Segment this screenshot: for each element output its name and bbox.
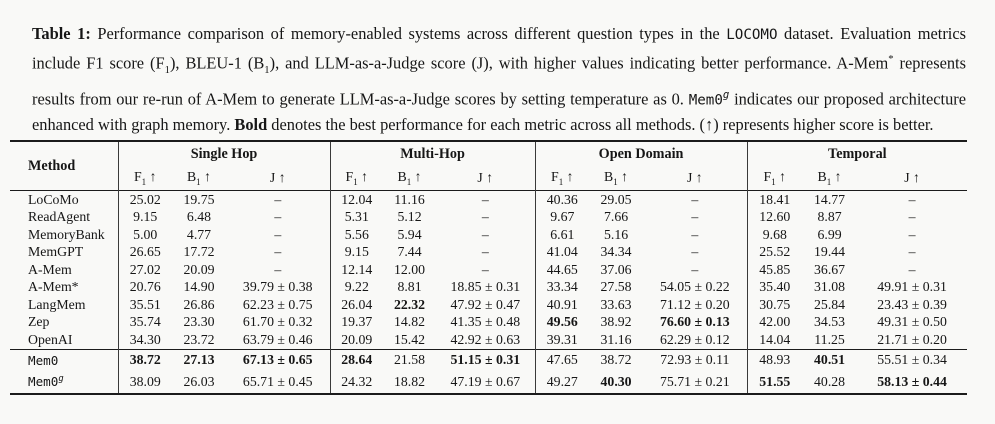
table-cell: 38.92 bbox=[600, 314, 632, 330]
table-cell: 18.82 bbox=[394, 373, 426, 389]
caption-segment: ), and LLM-as-a-Judge score (J), with higher values indicating better performance. A-Mem bbox=[269, 53, 889, 73]
caption-segment: dataset. Evaluation metrics include F1 score (F bbox=[32, 24, 966, 73]
table-cell: 35.51 bbox=[118, 296, 172, 314]
table-cell: 25.52 bbox=[747, 244, 802, 262]
table-cell: 27.02 bbox=[118, 261, 172, 279]
table-cell: 49.31 ± 0.50 bbox=[877, 314, 947, 330]
caption-segment: Performance comparison of memory-enabled systems across different question types in the bbox=[90, 24, 727, 44]
table-cell: 62.23 ± 0.75 bbox=[242, 296, 313, 312]
table-cell: 39.79 ± 0.38 bbox=[242, 279, 313, 295]
table-cell: 40.28 bbox=[814, 373, 846, 389]
group-header-temporal: Temporal bbox=[747, 141, 967, 166]
table-cell: 33.34 bbox=[535, 279, 589, 297]
table-cell: – bbox=[908, 209, 916, 225]
table-cell: 5.31 bbox=[330, 209, 383, 227]
table-row bbox=[10, 279, 967, 297]
caption-segment: indicates our proposed architecture enhanced with graph memory. bbox=[32, 89, 966, 135]
column-header-b1-group3: $B_1$ ↑ bbox=[817, 169, 842, 187]
table-cell: 8.81 bbox=[397, 279, 422, 295]
table-cell: 54.05 ± 0.22 bbox=[659, 279, 730, 295]
table-cell: – bbox=[691, 244, 699, 260]
table-cell: 27.58 bbox=[600, 279, 632, 295]
table-cell: 48.93 bbox=[747, 349, 802, 371]
table-cell: 72.93 ± 0.11 bbox=[660, 352, 730, 368]
table-cell: 5.94 bbox=[397, 226, 422, 242]
table-cell: 29.05 bbox=[600, 191, 632, 207]
caption-segment: Mem0 bbox=[688, 92, 723, 109]
results-table bbox=[10, 140, 967, 395]
table-cell: 25.02 bbox=[118, 191, 172, 209]
table-cell: – bbox=[481, 261, 489, 277]
table-cell: 7.66 bbox=[603, 209, 629, 225]
table-cell: 45.85 bbox=[747, 261, 802, 279]
table-cell: 71.12 ± 0.20 bbox=[659, 296, 730, 312]
caption-segment: ), BLEU-1 (B bbox=[169, 53, 265, 73]
column-header-j-group3: J ↑ bbox=[904, 170, 920, 185]
method-name: MemGPT bbox=[28, 244, 84, 260]
table-cell: 9.22 bbox=[330, 279, 383, 297]
table-cell: 28.64 bbox=[330, 349, 383, 371]
column-header-f1-group2: $F_1$ ↑ bbox=[535, 166, 589, 191]
table-cell: – bbox=[274, 244, 282, 260]
table-cell: 5.00 bbox=[118, 226, 172, 244]
table-cell: 63.79 ± 0.46 bbox=[242, 331, 313, 347]
method-name: A-Mem* bbox=[28, 279, 79, 295]
table-cell: – bbox=[274, 226, 282, 242]
metric-header-row bbox=[10, 166, 967, 191]
column-header-f1-group3: $F_1$ ↑ bbox=[747, 166, 802, 191]
table-cell: – bbox=[691, 261, 699, 277]
group-header-single-hop: Single Hop bbox=[118, 141, 330, 166]
table-cell: 49.27 bbox=[535, 371, 589, 394]
table-cell: 35.40 bbox=[747, 279, 802, 297]
table-cell: – bbox=[691, 191, 699, 207]
table-cell: 23.72 bbox=[183, 331, 215, 347]
table-cell: 8.87 bbox=[817, 209, 842, 225]
table-cell: 75.71 ± 0.21 bbox=[659, 373, 730, 389]
table-cell: 47.19 ± 0.67 bbox=[450, 373, 521, 389]
table-cell: 21.58 bbox=[394, 352, 426, 368]
table-cell: 40.36 bbox=[535, 191, 589, 209]
table-cell: 25.84 bbox=[814, 296, 846, 312]
column-header-j-group0: J ↑ bbox=[269, 170, 286, 185]
table-cell: 26.65 bbox=[118, 244, 172, 262]
table-cell: 41.35 ± 0.48 bbox=[450, 314, 521, 330]
table-row bbox=[10, 371, 967, 394]
column-header-b1-group2: $B_1$ ↑ bbox=[604, 169, 629, 187]
table-cell: 14.77 bbox=[814, 191, 846, 207]
table-cell: – bbox=[908, 226, 916, 242]
table-cell: 47.65 bbox=[535, 349, 589, 371]
table-cell: 11.16 bbox=[394, 191, 425, 207]
table-cell: 11.25 bbox=[814, 331, 845, 347]
table-cell: 34.53 bbox=[814, 314, 846, 330]
table-cell: 7.44 bbox=[397, 244, 422, 260]
method-name: Zep bbox=[28, 314, 50, 330]
table-cell: 6.99 bbox=[817, 226, 842, 242]
table-cell: 9.15 bbox=[330, 244, 383, 262]
table-cell: – bbox=[691, 209, 699, 225]
column-header-b1-group1: $B_1$ ↑ bbox=[397, 169, 422, 187]
group-header-row bbox=[10, 141, 967, 166]
table-cell: 23.30 bbox=[183, 314, 215, 330]
table-cell: 36.67 bbox=[814, 261, 846, 277]
method-name: OpenAI bbox=[28, 331, 73, 347]
table-caption bbox=[32, 22, 966, 138]
table-cell: 76.60 ± 0.13 bbox=[659, 314, 730, 330]
column-header-b1-group0: $B_1$ ↑ bbox=[186, 169, 212, 187]
table-cell: – bbox=[908, 244, 916, 260]
method-name: ReadAgent bbox=[28, 209, 91, 225]
method-name: LoCoMo bbox=[28, 191, 79, 207]
caption-segment: g bbox=[722, 88, 730, 102]
table-cell: 42.00 bbox=[747, 314, 802, 332]
table-cell: 35.74 bbox=[118, 314, 172, 332]
table-cell: – bbox=[481, 191, 489, 207]
table-cell: 31.16 bbox=[600, 331, 632, 347]
caption-segment: Table 1: bbox=[32, 24, 91, 44]
caption-segment: Bold bbox=[234, 115, 268, 135]
table-cell: 12.14 bbox=[330, 261, 383, 279]
table-cell: 65.71 ± 0.45 bbox=[242, 373, 313, 389]
results-table-container bbox=[10, 140, 967, 395]
table-body-mem0 bbox=[10, 349, 967, 394]
table-cell: 31.08 bbox=[814, 279, 846, 295]
table-cell: 44.65 bbox=[535, 261, 589, 279]
table-cell: 51.55 bbox=[747, 371, 802, 394]
table-cell: 6.61 bbox=[535, 226, 589, 244]
table-cell: 14.04 bbox=[747, 331, 802, 349]
table-cell: 49.91 ± 0.31 bbox=[877, 279, 947, 295]
table-cell: 26.04 bbox=[330, 296, 383, 314]
table-row bbox=[10, 191, 967, 209]
table-cell: – bbox=[481, 209, 489, 225]
table-cell: 18.85 ± 0.31 bbox=[450, 279, 521, 295]
table-cell: 34.34 bbox=[600, 244, 632, 260]
table-cell: 55.51 ± 0.34 bbox=[877, 352, 947, 368]
table-cell: 19.37 bbox=[330, 314, 383, 332]
table-cell: – bbox=[691, 226, 699, 242]
table-cell: 26.03 bbox=[183, 373, 215, 389]
table-cell: 12.60 bbox=[747, 209, 802, 227]
table-cell: 20.76 bbox=[118, 279, 172, 297]
group-header-open-domain: Open Domain bbox=[535, 141, 747, 166]
caption-segment: LOCOMO bbox=[726, 27, 778, 44]
table-cell: 41.04 bbox=[535, 244, 589, 262]
table-cell: 58.13 ± 0.44 bbox=[877, 373, 947, 389]
table-cell: – bbox=[274, 191, 282, 207]
table-cell: – bbox=[908, 261, 916, 277]
table-cell: 39.31 bbox=[535, 331, 589, 349]
table-cell: 14.82 bbox=[394, 314, 426, 330]
table-row bbox=[10, 226, 967, 244]
table-cell: 22.32 bbox=[394, 296, 426, 312]
table-cell: 19.44 bbox=[814, 244, 846, 260]
table-cell: 49.56 bbox=[535, 314, 589, 332]
method-name: Mem0$^g$ bbox=[28, 374, 64, 390]
table-cell: 40.30 bbox=[600, 373, 632, 389]
table-cell: 33.63 bbox=[600, 296, 632, 312]
column-header-j-group2: J ↑ bbox=[686, 170, 703, 185]
table-cell: 9.68 bbox=[747, 226, 802, 244]
table-cell: 9.15 bbox=[118, 209, 172, 227]
table-cell: 15.42 bbox=[394, 331, 426, 347]
table-cell: 5.12 bbox=[397, 209, 422, 225]
table-cell: 47.92 ± 0.47 bbox=[450, 296, 521, 312]
table-cell: 37.06 bbox=[600, 261, 632, 277]
caption-segment: denotes the best performance for each metric across all methods. (↑) represents higher score is better. bbox=[267, 115, 934, 135]
table-cell: 61.70 ± 0.32 bbox=[242, 314, 313, 330]
table-cell: 38.09 bbox=[118, 371, 172, 394]
table-row bbox=[10, 349, 967, 371]
table-cell: 4.77 bbox=[186, 226, 212, 242]
table-row bbox=[10, 314, 967, 332]
column-header-method: Method bbox=[28, 157, 76, 174]
table-cell: 20.09 bbox=[330, 331, 383, 349]
table-cell: 19.75 bbox=[183, 191, 215, 207]
table-row bbox=[10, 261, 967, 279]
table-cell: 21.71 ± 0.20 bbox=[877, 331, 947, 347]
table-cell: 40.91 bbox=[535, 296, 589, 314]
method-name: Mem0 bbox=[28, 352, 59, 368]
table-cell: 62.29 ± 0.12 bbox=[659, 331, 730, 347]
caption-segment: 1 bbox=[264, 64, 270, 76]
column-header-j-group1: J ↑ bbox=[477, 170, 494, 185]
table-cell: 26.86 bbox=[183, 296, 215, 312]
method-superscript: g bbox=[58, 374, 64, 385]
table-cell: 40.51 bbox=[814, 352, 846, 368]
caption-segment: 1 bbox=[164, 64, 170, 76]
caption-segment: represents results from our re-run of A-Mem to generate LLM-as-a-Judge scores by setting temperature as 0. bbox=[32, 53, 966, 109]
table-row bbox=[10, 244, 967, 262]
method-name: A-Mem bbox=[28, 261, 72, 277]
table-body-main bbox=[10, 191, 967, 350]
table-cell: 18.41 bbox=[747, 191, 802, 209]
table-cell: – bbox=[908, 191, 916, 207]
table-cell: 34.30 bbox=[118, 331, 172, 349]
column-header-f1-group0: $F_1$ ↑ bbox=[118, 166, 172, 191]
table-cell: 12.00 bbox=[394, 261, 426, 277]
table-cell: 38.72 bbox=[118, 349, 172, 371]
table-cell: 38.72 bbox=[600, 352, 632, 368]
table-cell: – bbox=[274, 261, 282, 277]
table-cell: 14.90 bbox=[183, 279, 215, 295]
table-cell: 27.13 bbox=[183, 352, 215, 368]
table-cell: 51.15 ± 0.31 bbox=[450, 352, 521, 368]
table-cell: – bbox=[481, 244, 489, 260]
table-cell: 12.04 bbox=[330, 191, 383, 209]
table-cell: 67.13 ± 0.65 bbox=[242, 352, 313, 368]
table-cell: – bbox=[274, 209, 282, 225]
table-row bbox=[10, 209, 967, 227]
table-cell: 6.48 bbox=[186, 209, 212, 225]
table-cell: 24.32 bbox=[330, 371, 383, 394]
table-cell: 17.72 bbox=[183, 244, 215, 260]
table-cell: 42.92 ± 0.63 bbox=[450, 331, 521, 347]
table-cell: 20.09 bbox=[183, 261, 215, 277]
table-cell: 23.43 ± 0.39 bbox=[877, 296, 947, 312]
table-cell: 5.56 bbox=[330, 226, 383, 244]
method-name: LangMem bbox=[28, 296, 86, 312]
table-row bbox=[10, 331, 967, 349]
table-cell: 9.67 bbox=[535, 209, 589, 227]
table-cell: – bbox=[481, 226, 489, 242]
table-cell: 30.75 bbox=[747, 296, 802, 314]
method-name: MemoryBank bbox=[28, 226, 105, 242]
table-row bbox=[10, 296, 967, 314]
column-header-f1-group1: $F_1$ ↑ bbox=[330, 166, 383, 191]
caption-segment: * bbox=[888, 53, 894, 65]
table-cell: 5.16 bbox=[603, 226, 629, 242]
group-header-multi-hop: Multi-Hop bbox=[330, 141, 535, 166]
